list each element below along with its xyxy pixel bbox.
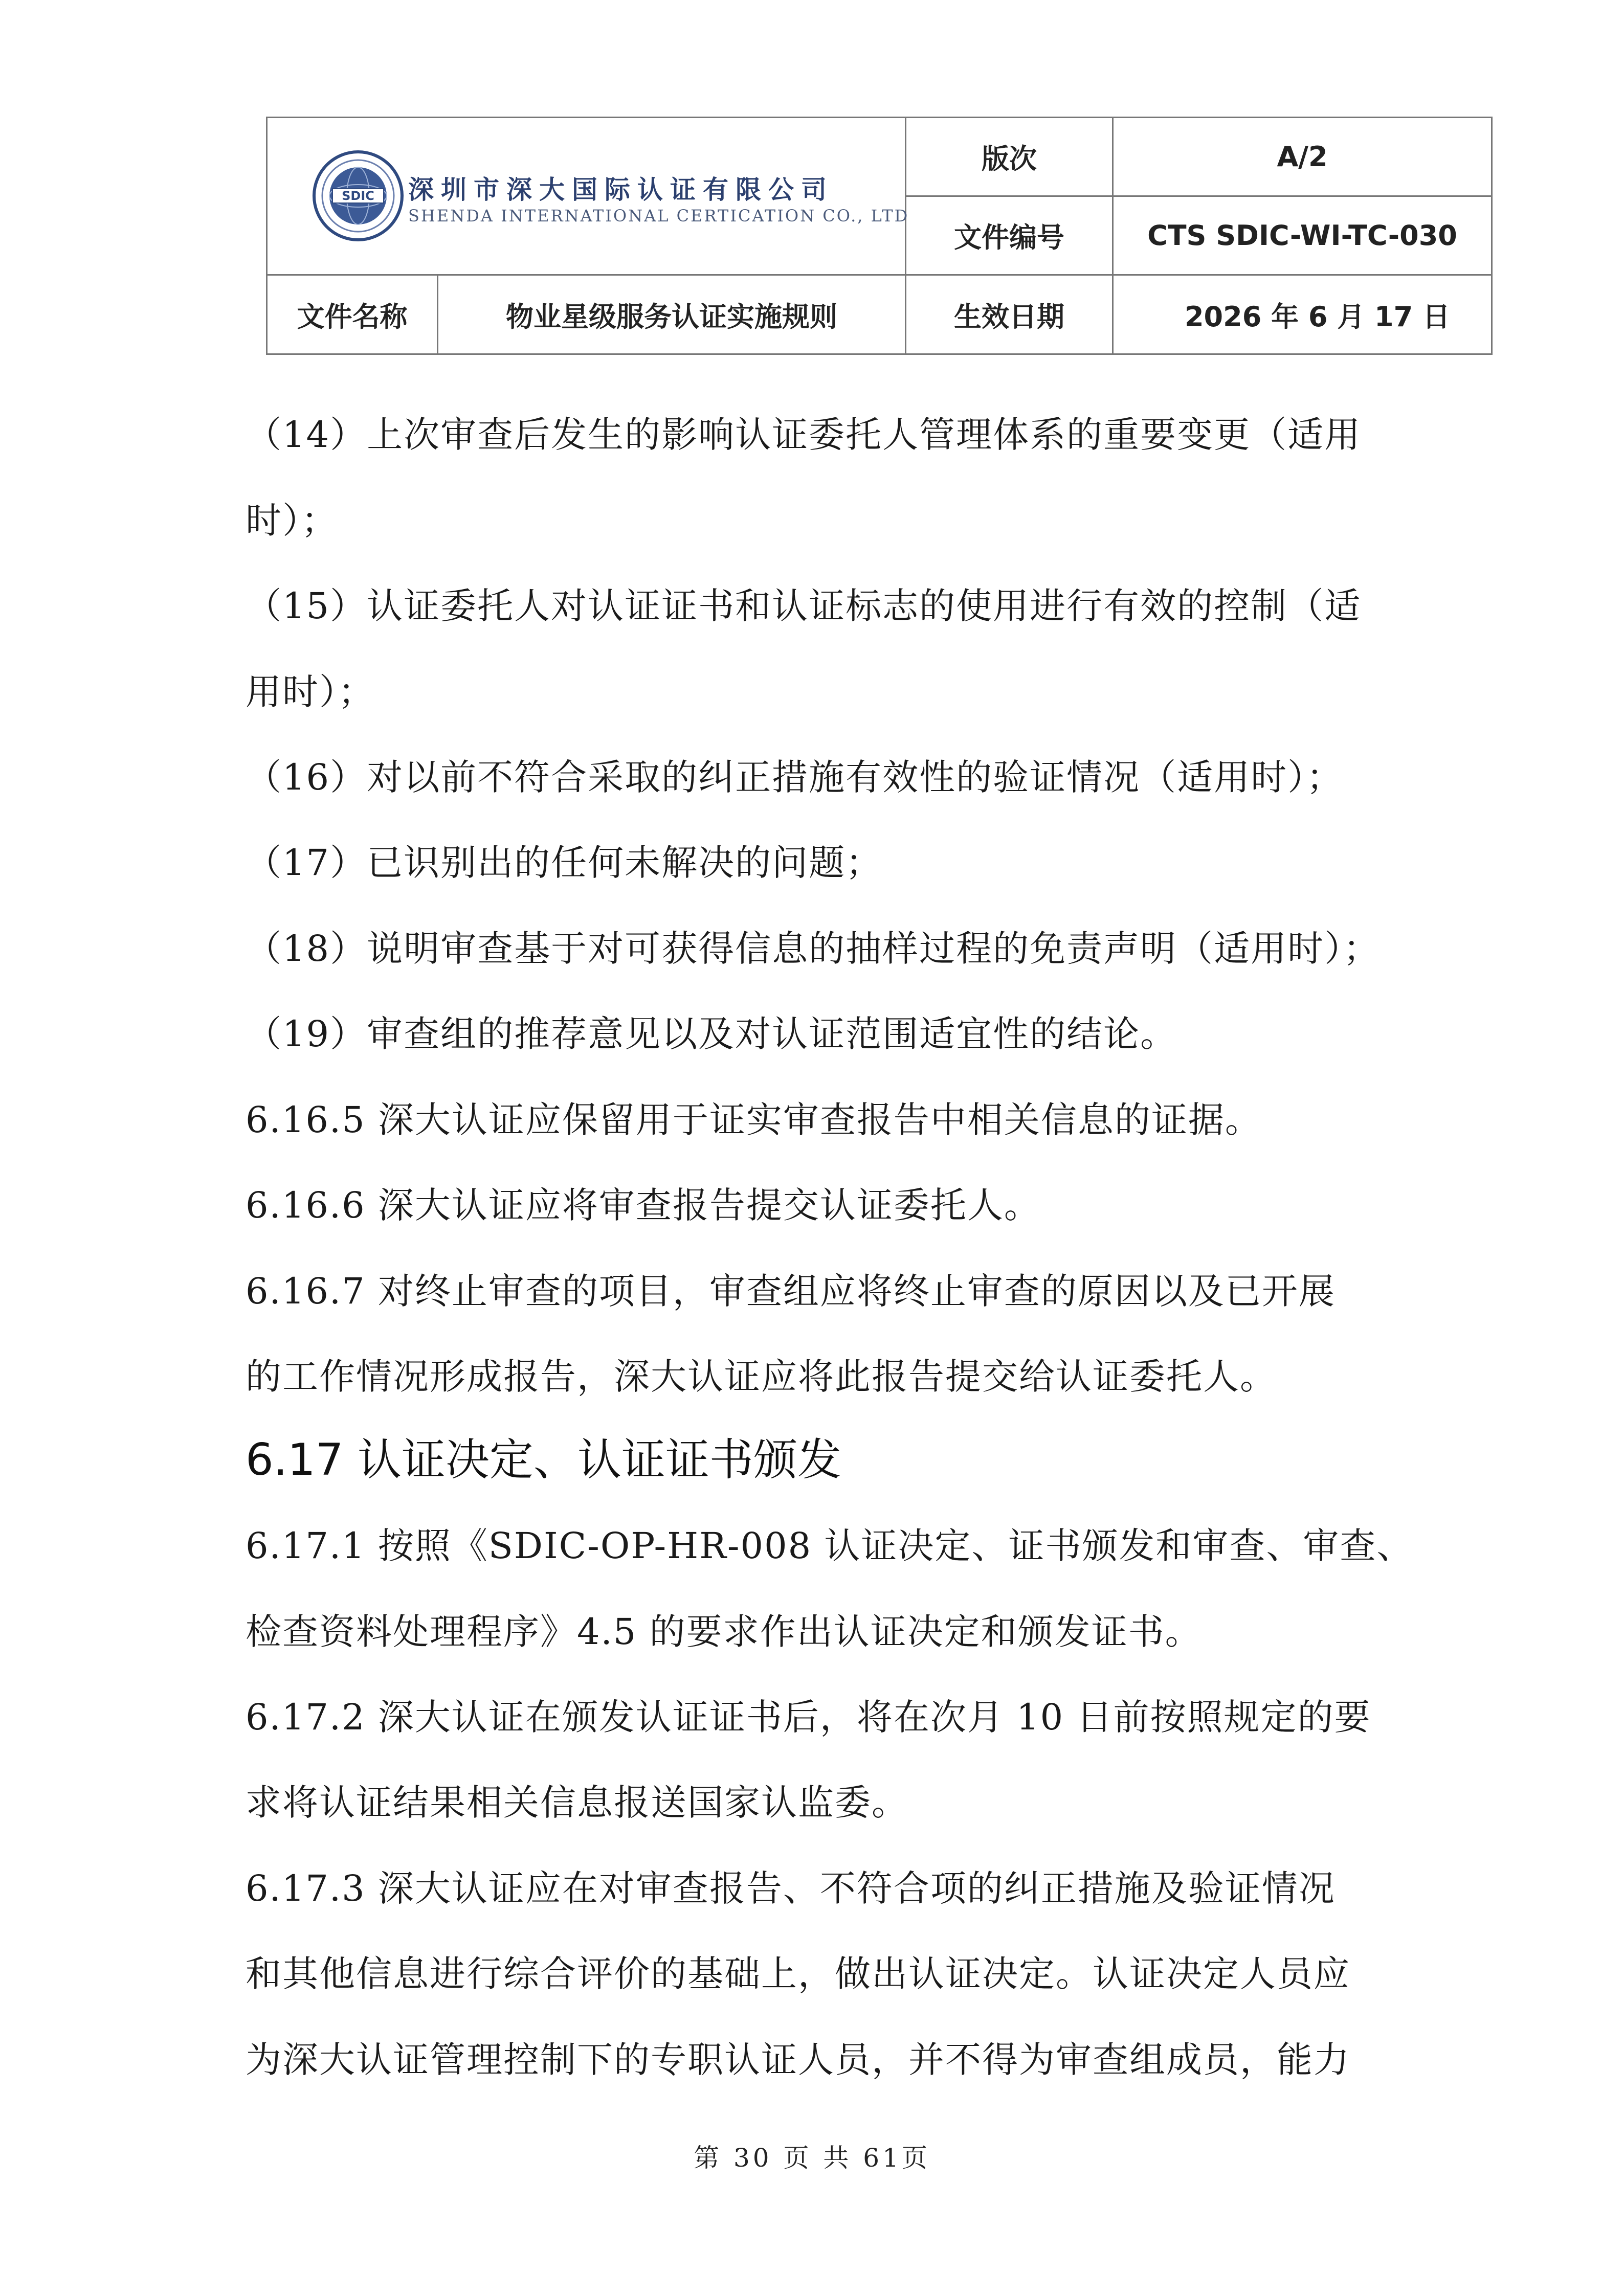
body-line: 和其他信息进行综合评价的基础上，做出认证决定。认证决定人员应 (246, 1953, 1350, 1995)
body-line: （17）已识别出的任何未解决的问题； (246, 842, 883, 884)
body-line: 6.16.6 深大认证应将审查报告提交认证委托人。 (246, 1184, 1041, 1226)
body-line: 求将认证结果相关信息报送国家认监委。 (246, 1782, 908, 1824)
body-line: （16）对以前不符合采取的纠正措施有效性的验证情况（适用时）； (246, 756, 1344, 798)
body-line: 6.17.1 按照《SDIC-OP-HR-008 认证决定、证书颁发和审查、审查、 (246, 1525, 1414, 1567)
body-line: （19）审查组的推荐意见以及对认证范围适宜性的结论。 (246, 1013, 1177, 1055)
body-line: 6.17.2 深大认证在颁发认证证书后，将在次月 10 日前按照规定的要 (246, 1696, 1371, 1738)
body-line: 为深大认证管理控制下的专职认证人员，并不得为审查组成员，能力 (246, 2039, 1350, 2081)
body-line: 检查资料处理程序》4.5 的要求作出认证决定和颁发证书。 (246, 1611, 1202, 1653)
version-label: 版次 (906, 118, 1113, 196)
company-logo (311, 149, 909, 251)
logo-text: SDIC (342, 189, 374, 203)
body-line: 6.17.3 深大认证应在对审查报告、不符合项的纠正措施及验证情况 (246, 1867, 1336, 1909)
company-name-en: SHENDA INTERNATIONAL CERTICATION CO., LTD (408, 206, 909, 226)
document-header-table (266, 117, 1493, 355)
page-number: 第 30 页 共 61页 (694, 2143, 930, 2173)
company-logo-cell (267, 118, 909, 275)
doc-name-label: 文件名称 (267, 275, 438, 354)
body-line: （18）说明审查基于对可获得信息的抽样过程的免责声明（适用时）； (246, 928, 1381, 970)
section-heading: 6.17 认证决定、认证证书颁发 (246, 1434, 841, 1485)
company-name-cn: 深圳市深大国际认证有限公司 (408, 174, 834, 205)
doc-name-value: 物业星级服务认证实施规则 (438, 275, 906, 354)
body-line: 用时）； (246, 671, 375, 713)
body-line: （15）认证委托人对认证证书和认证标志的使用进行有效的控制（适 (246, 585, 1362, 627)
body-line: 6.16.5 深大认证应保留用于证实审查报告中相关信息的证据。 (246, 1099, 1262, 1141)
body-line: （14）上次审查后发生的影响认证委托人管理体系的重要变更（适用 (246, 414, 1362, 456)
effective-date-value: 2026 年 6 月 17 日 (1113, 275, 1492, 354)
company-seal-icon (311, 149, 406, 243)
body-line: 6.16.7 对终止审查的项目，审查组应将终止审查的原因以及已开展 (246, 1270, 1336, 1312)
body-line: 的工作情况形成报告，深大认证应将此报告提交给认证委托人。 (246, 1356, 1277, 1398)
effective-date-label: 生效日期 (906, 275, 1113, 354)
version-value: A/2 (1113, 118, 1492, 196)
doc-number-label: 文件编号 (906, 196, 1113, 275)
body-line: 时）； (246, 500, 338, 542)
doc-number-value: CTS SDIC-WI-TC-030 (1113, 196, 1492, 275)
